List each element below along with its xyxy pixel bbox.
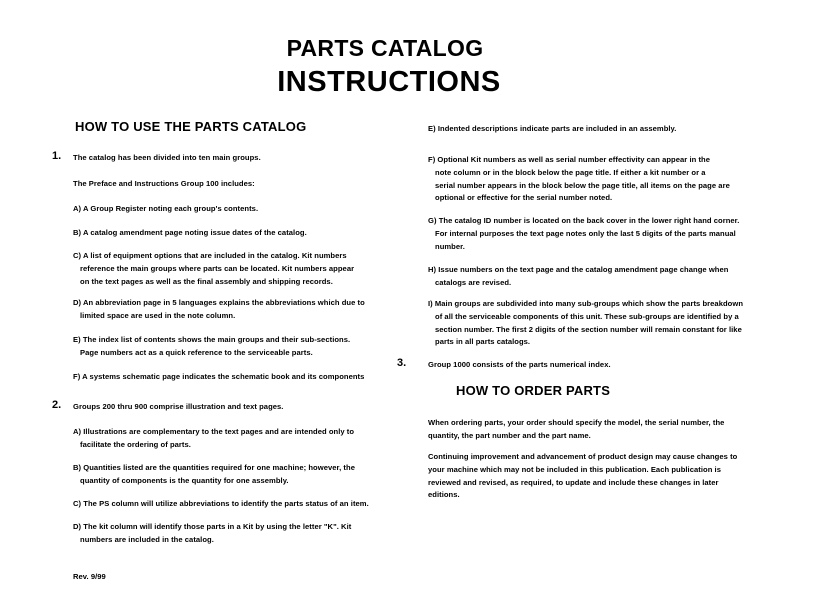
text-line: reviewed and revised, as required, to update and include these changes in later bbox=[428, 477, 719, 487]
text-line: For internal purposes the text page notes only the last 5 digits of the parts manual bbox=[435, 228, 736, 238]
text-line: parts in all parts catalogs. bbox=[435, 337, 531, 347]
section2-item-a bbox=[73, 426, 354, 452]
order-paragraph-1 bbox=[428, 417, 724, 443]
text-line: catalogs are revised. bbox=[435, 277, 512, 287]
text-line: serial number appears in the block below the page title, all items on the page are bbox=[435, 180, 730, 190]
section1-item-c bbox=[73, 250, 354, 288]
title-instructions: INSTRUCTIONS bbox=[277, 66, 501, 98]
section2-item-d bbox=[73, 521, 351, 547]
text-line: on the text pages as well as the final assembly and shipping records. bbox=[80, 276, 333, 286]
text-line: quantity, the part number and the part name. bbox=[428, 430, 591, 440]
text-line: optional or effective for the serial number noted. bbox=[435, 193, 613, 203]
section1-item-d bbox=[73, 297, 365, 323]
text-line: G) The catalog ID number is located on the back cover in the lower right hand corner. bbox=[428, 216, 740, 225]
text-line: your machine which may not be included in this publication. Each publication is bbox=[428, 464, 721, 474]
section1-item-b: B) A catalog amendment page noting issue dates of the catalog. bbox=[73, 228, 307, 237]
text-line: D) The kit column will identify those parts in a Kit by using the letter "K". Kit bbox=[73, 522, 352, 531]
text-line: note column or in the block below the page title. If either a kit number or a bbox=[435, 167, 706, 177]
section1-item-a: A) A Group Register noting each group's contents. bbox=[73, 204, 259, 213]
text-line: When ordering parts, your order should specify the model, the serial number, the bbox=[428, 418, 725, 427]
section-number-1: 1. bbox=[52, 150, 62, 162]
text-line: B) Quantities listed are the quantities required for one machine; however, the bbox=[73, 463, 355, 472]
text-line: I) Main groups are subdivided into many sub-groups which show the parts breakdown bbox=[428, 299, 744, 308]
title-parts-catalog: PARTS CATALOG bbox=[286, 35, 484, 61]
section1-item-f: F) A systems schematic page indicates the schematic book and its components bbox=[73, 372, 365, 381]
item-i-main-groups bbox=[428, 298, 743, 349]
section2-item-c: C) The PS column will utilize abbreviations to identify the parts status of an item. bbox=[73, 499, 369, 508]
text-line: E) The index list of contents shows the main groups and their sub-sections. bbox=[73, 335, 351, 344]
text-line: A) Illustrations are complementary to the text pages and are intended only to bbox=[73, 427, 355, 436]
text-line: F) Optional Kit numbers as well as serial number effectivity can appear in the bbox=[428, 155, 710, 164]
text-line: numbers are included in the catalog. bbox=[80, 534, 214, 544]
text-line: H) Issue numbers on the text page and the catalog amendment page change when bbox=[428, 265, 729, 274]
section1-intro: The catalog has been divided into ten main groups. bbox=[73, 153, 261, 162]
text-line: of all the serviceable components of this unit. These sub-groups are identified by a bbox=[435, 311, 739, 321]
heading-how-to-use: HOW TO USE THE PARTS CATALOG bbox=[75, 119, 307, 134]
revision-note: Rev. 9/99 bbox=[73, 572, 106, 581]
text-line: facilitate the ordering of parts. bbox=[80, 439, 191, 449]
text-line: quantity of components is the quantity for one assembly. bbox=[80, 475, 289, 485]
text-line: C) A list of equipment options that are included in the catalog. Kit numbers bbox=[73, 251, 347, 260]
section1-item-e bbox=[73, 334, 350, 360]
text-line: limited space are used in the note column. bbox=[80, 310, 236, 320]
text-line: section number. The first 2 digits of the section number will remain constant for like bbox=[435, 324, 742, 334]
text-line: editions. bbox=[428, 490, 460, 500]
text-line: number. bbox=[435, 241, 465, 251]
order-paragraph-2 bbox=[428, 451, 737, 502]
item-f-optional-kit bbox=[428, 154, 730, 205]
text-line: D) An abbreviation page in 5 languages explains the abbreviations which due to bbox=[73, 298, 365, 307]
text-line: Continuing improvement and advancement of product design may cause changes to bbox=[428, 452, 738, 461]
section2-intro: Groups 200 thru 900 comprise illustration and text pages. bbox=[73, 402, 284, 411]
item-h-issue-numbers bbox=[428, 264, 728, 290]
section-number-2: 2. bbox=[52, 399, 62, 411]
item-g-catalog-id bbox=[428, 215, 739, 253]
heading-how-to-order: HOW TO ORDER PARTS bbox=[456, 383, 611, 398]
section-number-3: 3. bbox=[397, 357, 407, 369]
text-line: Page numbers act as a quick reference to the serviceable parts. bbox=[80, 347, 313, 357]
section3-text: Group 1000 consists of the parts numerical index. bbox=[428, 360, 611, 369]
section2-item-b bbox=[73, 462, 355, 488]
item-e-indented: E) Indented descriptions indicate parts are included in an assembly. bbox=[428, 124, 677, 133]
text-line: reference the main groups where parts can be located. Kit numbers appear bbox=[80, 263, 355, 273]
section1-preface: The Preface and Instructions Group 100 includes: bbox=[73, 179, 255, 188]
